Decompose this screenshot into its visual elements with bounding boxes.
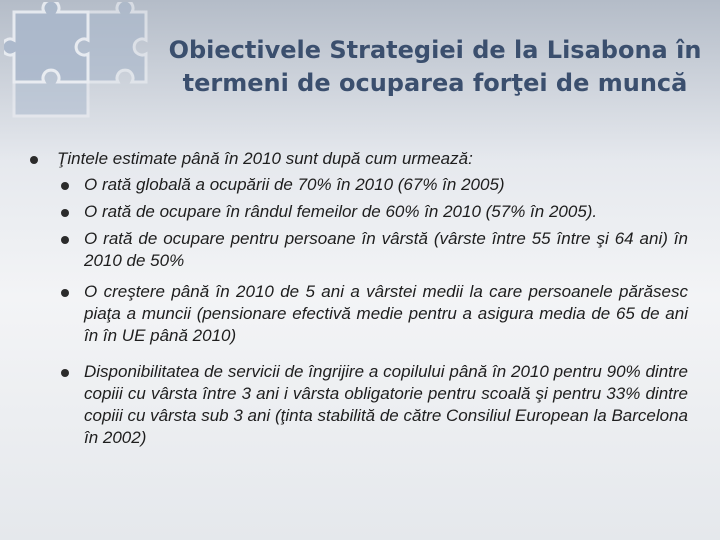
bullet-dot-icon [30, 156, 38, 164]
sub-bullet-text: O rată de ocupare în rândul femeilor de 60% în 2010 (57% în 2005). [84, 202, 598, 221]
sub-bullet-text: Disponibilitatea de servicii de îngrijire a copilului până în 2010 pentru 90% dintre copiii cu vârsta între 3 ani i vârsta obligatorie pentru scoală şi pentru 33% dintre copiii cu vârsta sub 3 ani (ţinta stabilită de către Consiliul European la Barcelona în 2002) [84, 362, 688, 447]
bullet-dot-icon [61, 182, 69, 190]
bullet-dot-icon [61, 369, 69, 377]
slide-title [150, 34, 720, 100]
main-bullet-text: Ţintele estimate până în 2010 sunt după cum urmează: [57, 149, 473, 168]
puzzle-pieces-icon [4, 2, 154, 122]
sub-bullet-text: O rată globală a ocupării de 70% în 2010 (67% în 2005) [84, 175, 505, 194]
title-line-2: termeni de ocuparea forţei de muncă [182, 69, 688, 97]
sub-bullet-text: O rată de ocupare pentru persoane în vârstă (vârste între 55 între şi 64 ani) în 2010 de 50% [84, 229, 688, 270]
title-line-1: Obiectivele Strategiei de la Lisabona în [168, 36, 702, 64]
sub-bullet-text: O creştere până în 2010 de 5 ani a vârstei medii la care persoanele părăsesc piaţa a muncii (pensionare efectivă medie pentru a asigura media de 65 de ani în în UE până 2010) [84, 282, 688, 345]
bullet-dot-icon [61, 209, 69, 217]
bullet-dot-icon [61, 289, 69, 297]
bullet-dot-icon [61, 236, 69, 244]
